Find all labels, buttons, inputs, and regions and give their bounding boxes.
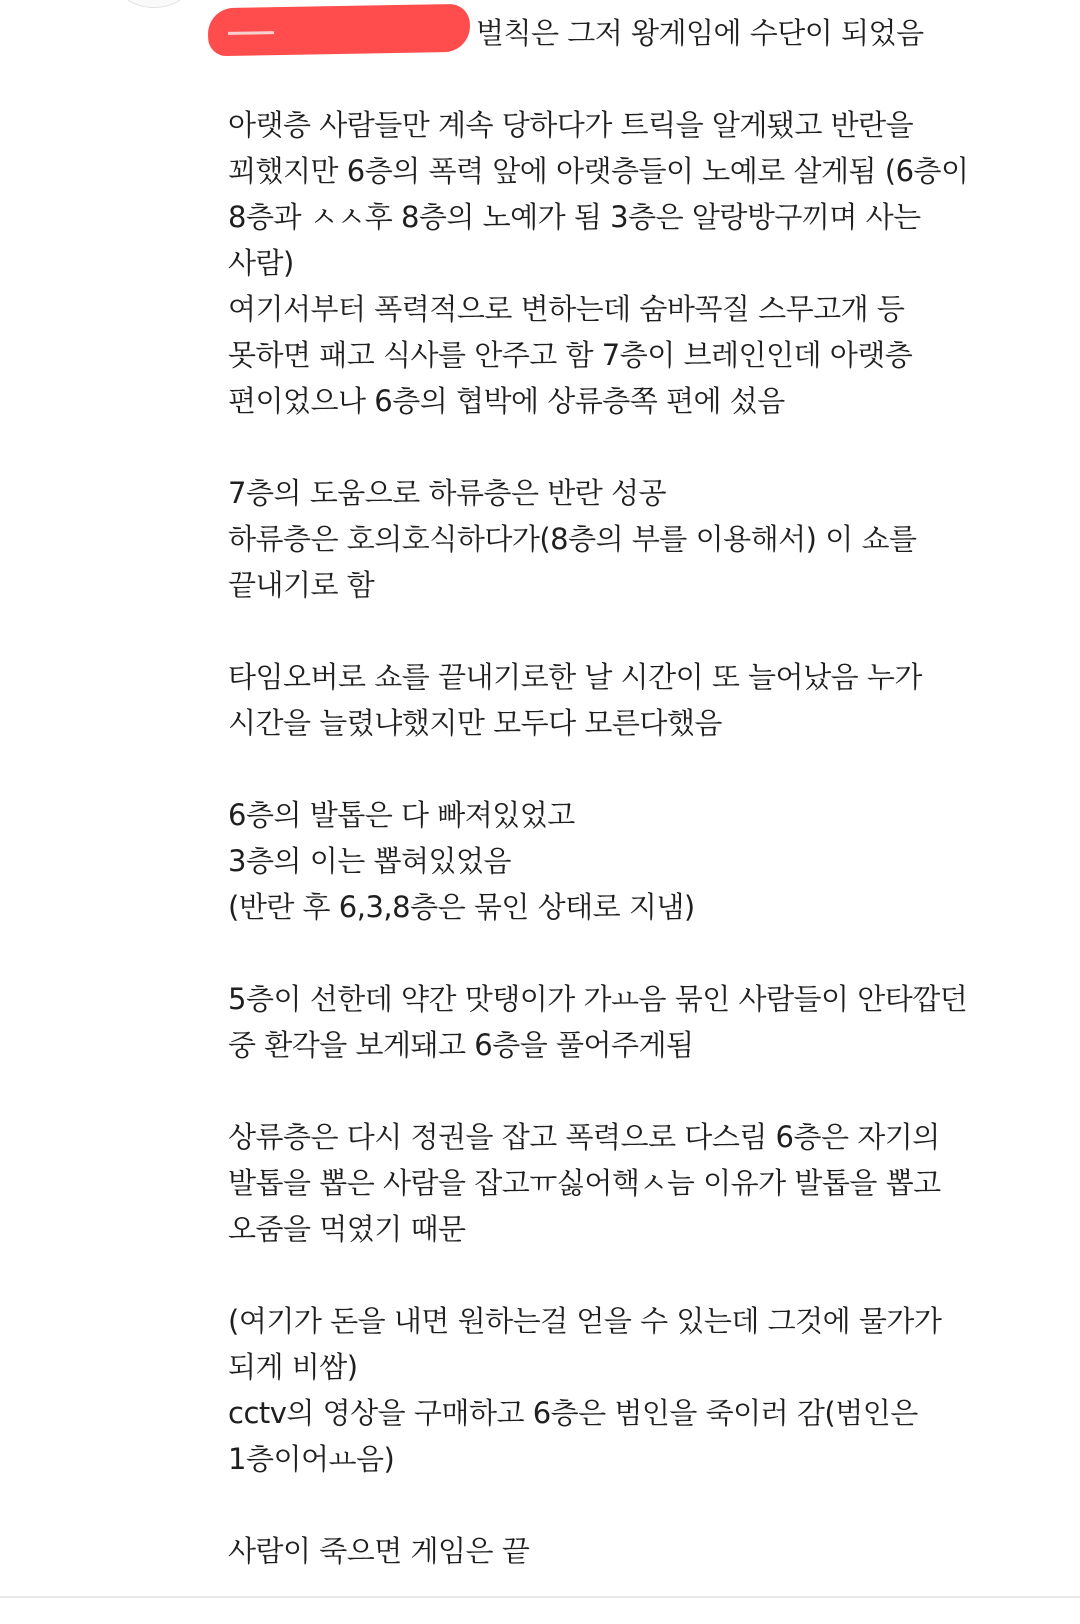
post-line: cctv의 영상을 구매하고 6층은 범인을 죽이러 감(범인은 [228, 1396, 918, 1430]
post-line: 여기서부터 폭력적으로 변하는데 숨바꼭질 스무고개 등 [228, 292, 905, 326]
divider [0, 1596, 1080, 1598]
post-line: 못하면 패고 식사를 안주고 함 7층이 브레인인데 아랫층 [228, 338, 913, 372]
post-line: 시간을 늘렸냐했지만 모두다 모른다했음 [228, 706, 722, 740]
redaction-mark [208, 4, 471, 57]
post-line: 꾀했지만 6층의 폭력 앞에 아랫층들이 노예로 살게됨 (6층이 [228, 154, 969, 188]
post-line: 7층의 도움으로 하류층은 반란 성공 [228, 476, 667, 510]
post-line [228, 424, 1048, 470]
post-line: 5층이 선한데 약간 맛탱이가 가ㅛ음 묶인 사람들이 안타깝던 [228, 982, 968, 1016]
post-line [228, 746, 1048, 792]
post-body [228, 10, 1048, 1574]
post-line: 하류층은 호의호식하다가(8층의 부를 이용해서) 이 쇼를 [228, 522, 917, 556]
post-line [228, 930, 1048, 976]
post-line: (여기가 돈을 내면 원하는걸 얻을 수 있는데 그것에 물가가 [228, 1304, 942, 1338]
post-line: 중 환각을 보게돼고 6층을 풀어주게됨 [228, 1028, 694, 1062]
post-line: 사람이 죽으면 게임은 끝 [228, 1534, 530, 1568]
post-line: 상류층은 다시 정권을 잡고 폭력으로 다스림 6층은 자기의 [228, 1120, 940, 1154]
post-line: 끝내기로 함 [228, 568, 375, 602]
post-line: 1층이어ㅛ음) [228, 1442, 395, 1476]
post-line: (반란 후 6,3,8층은 묶인 상태로 지냄) [228, 890, 695, 924]
post-line [228, 1068, 1048, 1114]
post-line [228, 1252, 1048, 1298]
post-line: 6층의 발톱은 다 빠져있었고 [228, 798, 575, 832]
post-line: 3층의 이는 뽑혀있었음 [228, 844, 512, 878]
post-line: 아랫층 사람들만 계속 당하다가 트릭을 알게됐고 반란을 [228, 108, 914, 142]
post-line: 되게 비쌈) [228, 1350, 358, 1384]
post-line [228, 1482, 1048, 1528]
post-line: 8층과 ㅅㅅ후 8층의 노예가 됨 3층은 알랑방구끼며 사는 [228, 200, 921, 234]
post-line: 사람) [228, 246, 294, 280]
post-line: 오줌을 먹였기 때문 [228, 1212, 466, 1246]
post-line [228, 56, 1048, 102]
post-line: 타임오버로 쇼를 끝내기로한 날 시간이 또 늘어났음 누가 [228, 660, 922, 694]
avatar [118, 0, 190, 8]
post-line: 벌칙은 그저 왕게임에 수단이 되었음 [476, 16, 924, 50]
post-line: 편이었으나 6층의 협박에 상류층쪽 편에 섰음 [228, 384, 785, 418]
post-line [228, 608, 1048, 654]
post-line: 발톱을 뽑은 사람을 잡고ㅠ싫어핵ㅅ늠 이유가 발톱을 뽑고 [228, 1166, 941, 1200]
